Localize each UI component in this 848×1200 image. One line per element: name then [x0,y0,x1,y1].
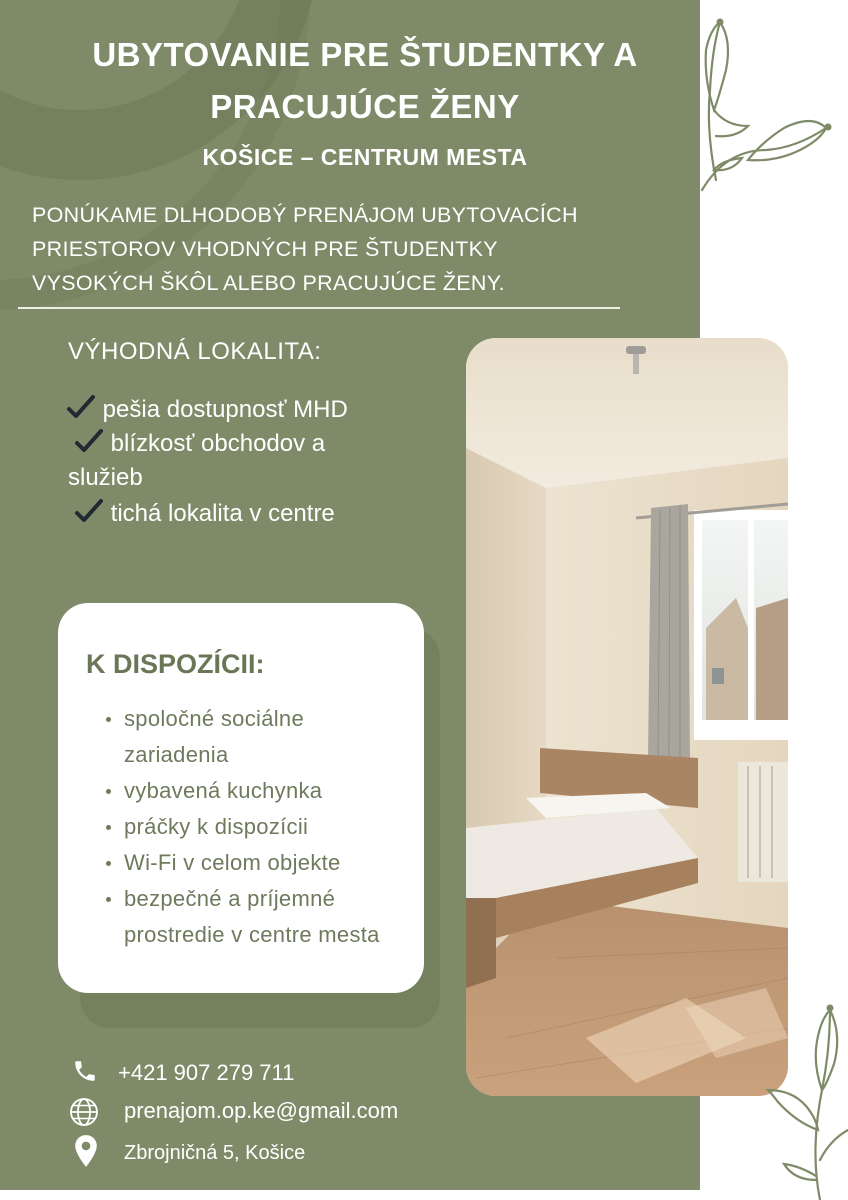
phone-number[interactable]: +421 907 279 711 [118,1060,295,1085]
divider-line [18,307,620,309]
location-item-2 [74,428,325,460]
leaf-branch-decoration [696,10,846,200]
leaf-branch-decoration [760,990,848,1200]
email-link[interactable]: prenajom.op.ke@gmail.com [124,1098,399,1123]
intro-text [32,198,692,300]
list-item: práčky k dispozícii [104,809,404,845]
location-item-3 [74,498,335,530]
page-title-line2: PRACUJÚCE ŽENY [210,88,520,125]
room-photo-illustration [466,338,788,1096]
location-pin-icon [72,1134,100,1168]
list-item: spoločné sociálne zariadenia [104,701,404,773]
check-icon [66,394,96,420]
check-icon [74,498,104,524]
intro-line2: PRIESTOROV VHODNÝCH PRE ŠTUDENTKY [32,237,498,261]
room-photo [466,338,788,1096]
list-item: bezpečné a príjemné prostredie v centre mesta [104,881,404,953]
check-icon [74,428,104,454]
page-subtitle: KOŠICE – CENTRUM MESTA [202,144,528,170]
location-heading: VÝHODNÁ LOKALITA: [68,338,322,365]
address-text: Zbrojničná 5, Košice [124,1142,306,1164]
location-item-2-label: blízkosť obchodov a [110,430,326,457]
location-item-1-label: pešia dostupnosť MHD [102,396,348,423]
amenities-card [58,603,424,993]
list-item: Wi-Fi v celom objekte [104,845,404,881]
amenities-heading: K DISPOZÍCII: [86,649,265,679]
location-item-2-cont: služieb [68,464,143,491]
intro-line3: VYSOKÝCH ŠKÔL ALEBO PRACUJÚCE ŽENY. [32,271,505,295]
amenities-list [104,701,404,953]
page-title-line1: UBYTOVANIE PRE ŠTUDENTKY A [92,36,638,73]
location-item-1 [66,394,348,426]
list-item: vybavená kuchynka [104,773,404,809]
phone-icon [72,1058,98,1084]
globe-icon [68,1096,100,1128]
location-item-3-label: tichá lokalita v centre [110,500,335,527]
intro-line1: PONÚKAME DLHODOBÝ PRENÁJOM UBYTOVACÍCH [32,203,578,227]
